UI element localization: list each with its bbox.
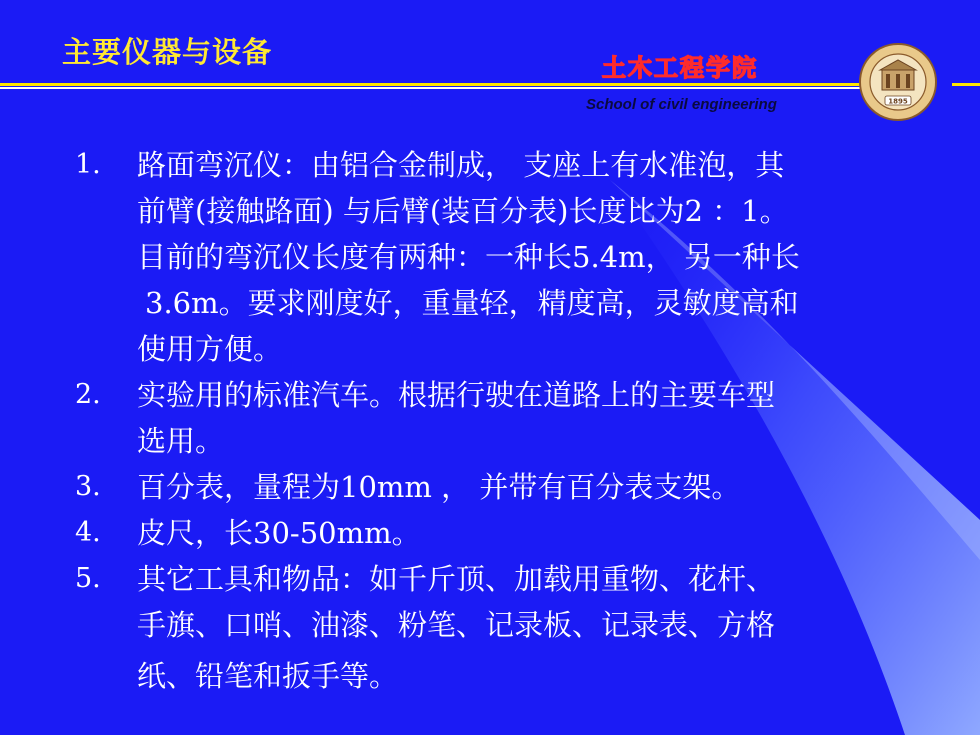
list-item-number: 5. xyxy=(75,563,101,594)
school-name-english: School of civil engineering xyxy=(586,96,777,113)
list-item-number: 1. xyxy=(75,149,101,180)
list-item-number: 3. xyxy=(75,471,101,502)
list-item-line: 前臂(接触路面) 与后臂(装百分表)长度比为2 ：1。 xyxy=(137,194,789,228)
equipment-list xyxy=(75,142,875,706)
list-item-line: 皮尺，长30-50mm。 xyxy=(137,516,421,550)
list-item xyxy=(75,142,875,372)
list-item-line: 路面弯沉仪：由铝合金制成， 支座上有水准泡，其 xyxy=(137,148,785,182)
list-item-line: 手旗、口哨、油漆、粉笔、记录板、记录表、方格 xyxy=(137,608,776,642)
seal-year: 1895 xyxy=(888,97,908,106)
list-item xyxy=(75,372,875,464)
list-item xyxy=(75,556,875,706)
list-item-line: 3.6m。要求刚度好，重量轻，精度高，灵敏度高和 xyxy=(145,286,799,320)
list-item xyxy=(75,510,875,556)
list-item-line: 实验用的标准汽车。根据行驶在道路上的主要车型 xyxy=(137,378,776,412)
list-item-line: 百分表，量程为10mm ， 并带有百分表支架。 xyxy=(137,470,741,504)
page-title: 主要仪器与设备 xyxy=(62,35,273,69)
list-item-number: 4. xyxy=(75,517,101,548)
header-rule-right xyxy=(952,83,980,86)
list-item xyxy=(75,464,875,510)
university-seal-icon xyxy=(858,42,938,122)
list-item-line: 使用方便。 xyxy=(137,332,283,366)
list-item-number: 2. xyxy=(75,379,101,410)
list-item-line: 目前的弯沉仪长度有两种：一种长5.4m， 另一种长 xyxy=(137,240,800,274)
school-name-chinese: 土木工程学院 xyxy=(602,54,758,82)
header-rule-yellow xyxy=(0,83,865,86)
list-item-line: 纸、铅笔和扳手等。 xyxy=(137,659,399,693)
header-rule-white xyxy=(0,87,865,89)
list-item-line: 其它工具和物品：如千斤顶、加载用重物、花杆、 xyxy=(137,562,776,596)
list-item-line: 选用。 xyxy=(137,424,225,458)
